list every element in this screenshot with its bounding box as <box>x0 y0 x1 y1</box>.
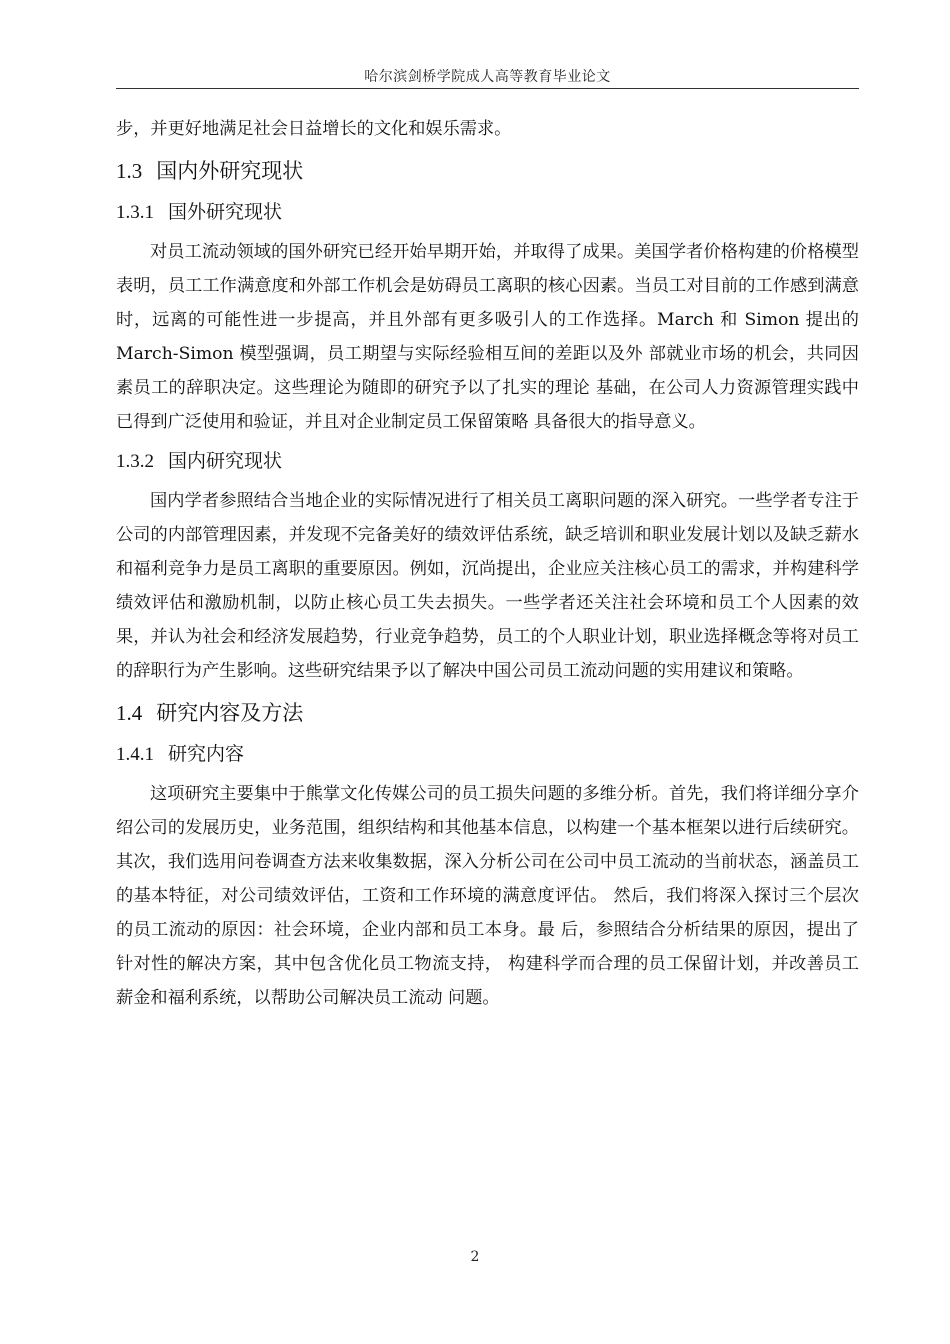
section-number: 1.3.2 <box>116 451 154 472</box>
section-title: 研究内容 <box>168 743 245 765</box>
intro-tail-paragraph: 步，并更好地满足社会日益增长的文化和娱乐需求。 <box>116 119 512 139</box>
foreign-research-paragraph: 对员工流动领域的国外研究已经开始早期开始，并取得了成果。美国学者价格构建的价格模型表明，员工工作满意度和外部工作机会是妨碍员工离职的核心因素。当员工对目前的工作感到满意时，远离的可能性进一步提高，并且外部有更多吸引人的工作选择。March 和 Simon 提出的 March-Simon 模型强调，员工期望与实际经验相互间的差距以及外 部就业市场的机会，共同因素员工的辞职决定。这些理论为随即的研究予以了扎实的理论 基础，在公司人力资源管理实践中已得到广泛使用和验证，并且对企业制定员工保留策略 具备很大的指导意义。 <box>116 242 859 432</box>
page-number: 2 <box>470 1249 480 1265</box>
section-number: 1.4.1 <box>116 744 154 765</box>
domestic-research-paragraph: 国内学者参照结合当地企业的实际情况进行了相关员工离职问题的深入研究。一些学者专注于公司的内部管理因素，并发现不完备美好的绩效评估系统，缺乏培训和职业发展计划以及缺乏薪水和福利竞争力是员工离职的重要原因。例如，沉尚提出，企业应关注核心员工的需求，并构建科学绩效评估和激励机制，以防止核心员工失去损失。一些学者还关注社会环境和员工个人因素的效果，并认为社会和经济发展趋势，行业竞争趋势，员工的个人职业计划，职业选择概念等将对员工的辞职行为产生影响。这些研究结果予以了解决中国公司员工流动问题的实用建议和策略。 <box>116 491 859 681</box>
section-heading-1-3 <box>116 154 859 188</box>
section-heading-1-4 <box>116 696 859 730</box>
section-heading-1-3-2 <box>116 445 859 478</box>
section-title: 国外研究现状 <box>168 201 283 223</box>
page-body <box>116 112 859 1015</box>
section-number: 1.3.1 <box>116 202 154 223</box>
research-content-paragraph: 这项研究主要集中于熊掌文化传媒公司的员工损失问题的多维分析。首先，我们将详细分享介绍公司的发展历史，业务范围，组织结构和其他基本信息，以构建一个基本框架以进行后续研究。其次，我们选用问卷调查方法来收集数据，深入分析公司在公司中员工流动的当前状态，涵盖员工的基本特征，对公司绩效评估，工资和工作环境的满意度评估。 然后，我们将深入探讨三个层次的员工流动的原因：社会环境，企业内部和员工本身。最 后，参照结合分析结果的原因，提出了针对性的解决方案，其中包含优化员工物流支持， 构建科学而合理的员工保留计划，并改善员工薪金和福利系统，以帮助公司解决员工流动 问题。 <box>116 784 859 1008</box>
section-heading-1-3-1 <box>116 196 859 229</box>
section-number: 1.3 <box>116 159 143 183</box>
header-rule <box>116 88 859 89</box>
section-title: 国内外研究现状 <box>156 159 304 183</box>
section-title: 国内研究现状 <box>168 450 283 472</box>
section-heading-1-4-1 <box>116 738 859 771</box>
section-title: 研究内容及方法 <box>156 701 304 725</box>
page-header: 哈尔滨剑桥学院成人高等教育毕业论文 <box>364 69 611 85</box>
section-number: 1.4 <box>116 701 143 725</box>
